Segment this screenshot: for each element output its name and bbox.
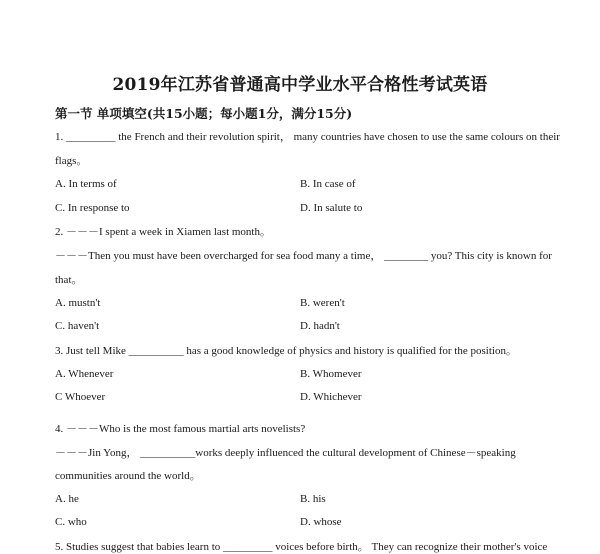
section-heading: 第一节 单项填空(共15小题；每小题1分，满分15分) — [55, 106, 353, 121]
question-2-text: 2. －－－I spent a week in Xiamen last month。 — [55, 226, 271, 238]
question-1-option-c: C. In response to — [55, 202, 130, 214]
question-2-option-b: B. weren't — [300, 297, 345, 309]
question-4-option-c: C. who — [55, 516, 87, 528]
question-2-option-d: D. hadn't — [300, 320, 340, 332]
question-1-text-cont: flags。 — [55, 155, 88, 167]
question-2-option-c: C. haven't — [55, 320, 100, 332]
document-title: 2019年江苏省普通高中学业水平合格性考试英语 — [112, 75, 488, 95]
question-3-option-b: B. Whomever — [300, 368, 362, 380]
question-2-option-a: A. mustn't — [55, 297, 101, 309]
question-4-text-cont: －－－Jin Yong， __________works deeply influenced the cultural development of Chinese－speaking — [55, 447, 516, 459]
question-2-text-cont: －－－Then you must have been overcharged for sea food many a time， ________ you? This city is known for — [55, 250, 552, 262]
question-1-option-b: B. In case of — [300, 178, 356, 190]
question-3-option-a: A. Whenever — [55, 368, 114, 380]
question-4-option-d: D. whose — [300, 516, 342, 528]
question-4-option-b: B. his — [300, 493, 326, 505]
question-4-text: 4. －－－Who is the most famous martial arts novelists? — [55, 423, 306, 435]
question-3-option-d: D. Whichever — [300, 391, 362, 403]
question-4-text-cont2: communities around the world。 — [55, 470, 201, 482]
question-3-option-c: C Whoever — [55, 391, 106, 403]
question-5-text: 5. Studies suggest that babies learn to _________ voices before birth。 They can recognize their mother's voice — [55, 541, 548, 553]
question-3-text: 3. Just tell Mike __________ has a good knowledge of physics and history is qualified for the position。 — [55, 345, 517, 357]
question-1-option-d: D. In salute to — [300, 202, 363, 214]
question-1-text: 1. _________ the French and their revolution spirit， many countries have chosen to use the same colours on their — [55, 131, 560, 143]
question-1-option-a: A. In terms of — [55, 178, 117, 190]
question-2-text-cont2: that。 — [55, 274, 83, 286]
question-4-option-a: A. he — [55, 493, 79, 505]
